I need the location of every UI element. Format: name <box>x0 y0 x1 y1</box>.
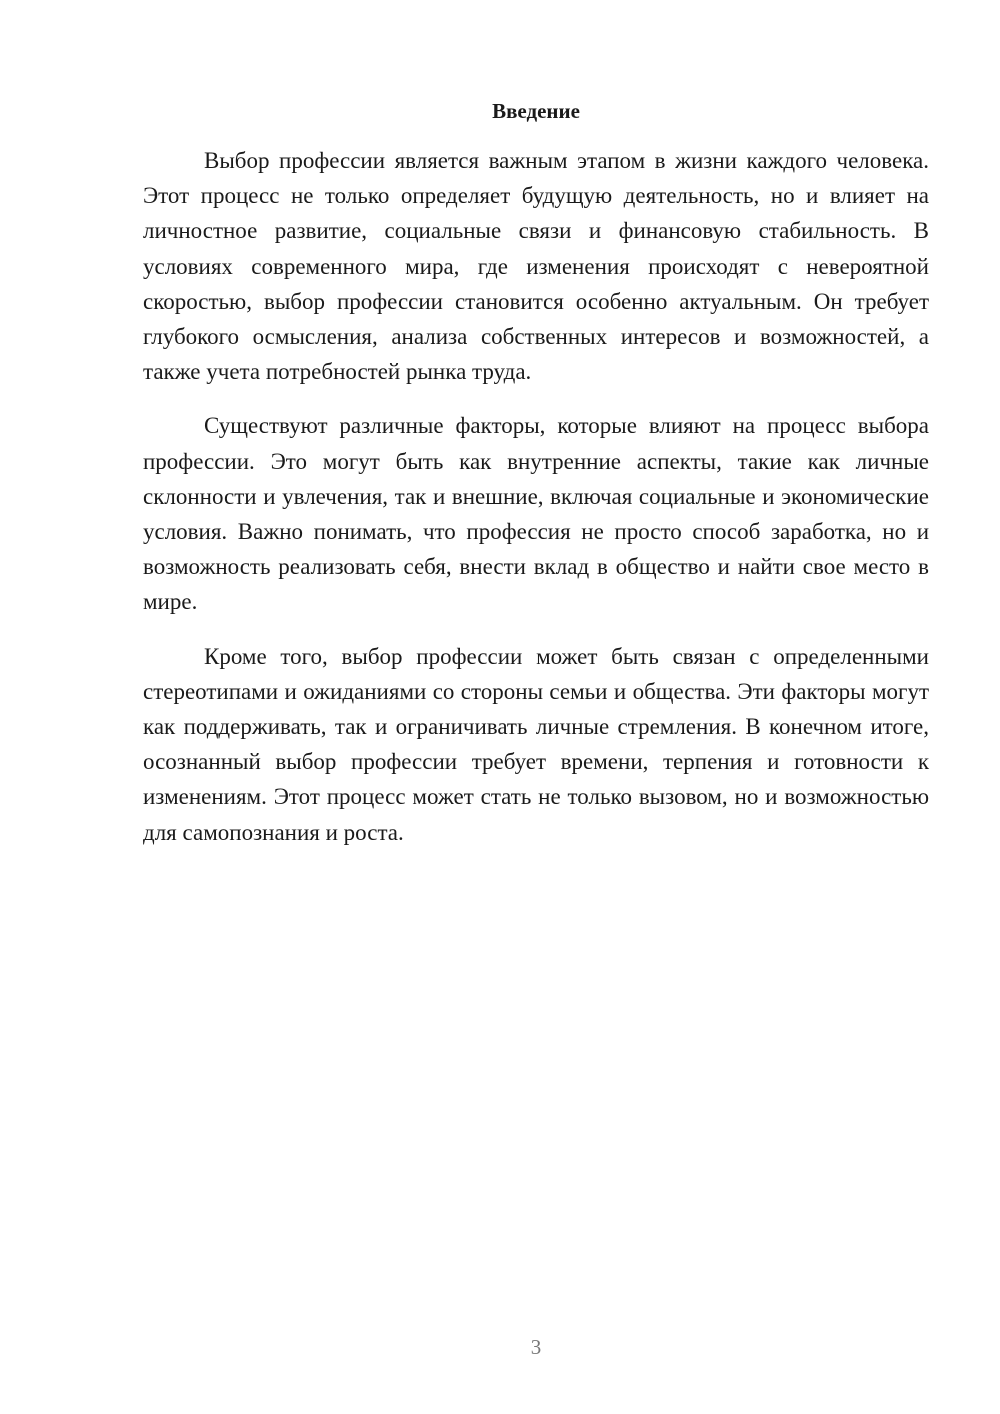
body-text <box>143 143 929 869</box>
paragraph-2: Существуют различные факторы, которые влияют на процесс выбора профессии. Это могут быть как внутренние аспекты, такие как личные склонности и увлечения, так и внешние, включая социальные и экономические условия. Важно понимать, что профессия не просто способ заработка, но и возможность реализовать себя, внести вклад в общество и найти свое место в мире. <box>143 413 929 615</box>
section-heading: Введение <box>492 99 580 123</box>
paragraph-1: Выбор профессии является важным этапом в жизни каждого человека. Этот процесс не только определяет будущую деятельность, но и влияет на личностное развитие, социальные связи и финансовую стабильность. В условиях современного мира, где изменения происходят с невероятной скоростью, выбор профессии становится особенно актуальным. Он требует глубокого осмысления, анализа собственных интересов и возможностей, а также учета потребностей рынка труда. <box>143 148 929 385</box>
paragraph-3: Кроме того, выбор профессии может быть связан с определенными стереотипами и ожиданиями со стороны семьи и общества. Эти факторы могут как поддерживать, так и ограничивать личные стремления. В конечном итоге, осознанный выбор профессии требует времени, терпения и готовности к изменениям. Этот процесс может стать не только вызовом, но и возможностью для самопознания и роста. <box>143 643 929 845</box>
page-number: 3 <box>530 1335 542 1359</box>
